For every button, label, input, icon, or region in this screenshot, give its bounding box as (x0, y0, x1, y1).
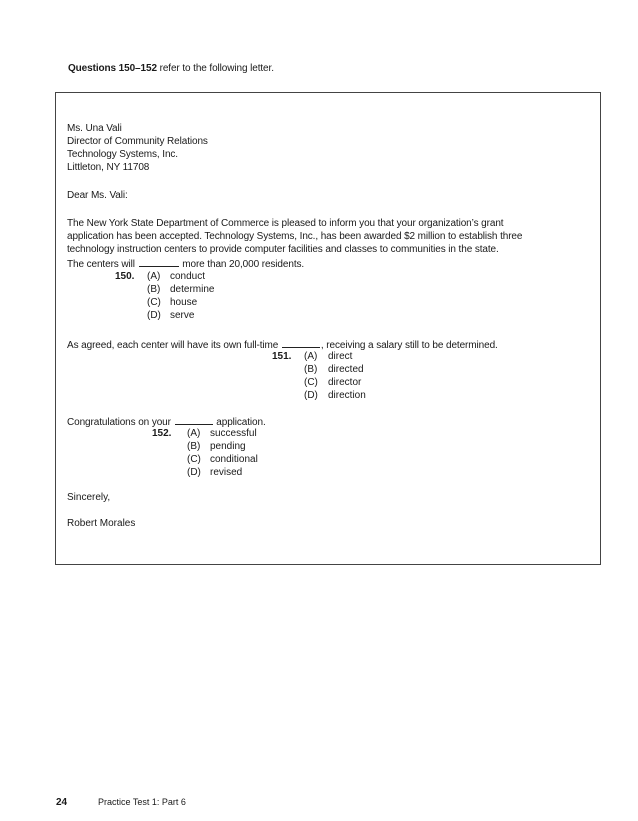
signature: Robert Morales (67, 518, 136, 529)
paragraph1-line-2: application has been accepted. Technology Systems, Inc., has been awarded $2 million to establish three (67, 231, 523, 242)
q152-option-a-letter: (A) (187, 428, 201, 439)
q150-option-c-text: house (170, 297, 198, 308)
instruction-line (68, 63, 274, 74)
address-line-4: Littleton, NY 11708 (67, 162, 150, 173)
p1-before-blank: The centers will (67, 259, 135, 270)
paragraph3-line (67, 415, 266, 428)
q150-option-b-text: determine (170, 284, 215, 295)
address-line-1: Ms. Una Vali (67, 123, 122, 134)
q151-option-b-text: directed (328, 364, 364, 375)
q150-option-d-text: serve (170, 310, 195, 321)
paragraph1-line-1: The New York State Department of Commerce is pleased to inform you that your organization’s grant (67, 218, 504, 229)
salutation: Dear Ms. Vali: (67, 190, 128, 201)
p2-after-blank: , receiving a salary still to be determined. (320, 340, 498, 351)
closing: Sincerely, (67, 492, 111, 503)
q151-option-a-text: direct (328, 351, 353, 362)
q150-option-a-text: conduct (170, 271, 206, 282)
q152-option-b-text: pending (210, 441, 246, 452)
q152-option-a-text: successful (210, 428, 257, 439)
q151-option-b-letter: (B) (304, 364, 318, 375)
q151-option-c-letter: (C) (304, 377, 318, 388)
p2-before-blank: As agreed, each center will have its own full-time (67, 340, 279, 351)
question-150-number: 150. (115, 271, 135, 282)
paragraph1-line-3: technology instruction centers to provide computer facilities and classes to communities in the state. (67, 244, 499, 255)
q150-option-b-letter: (B) (147, 284, 161, 295)
q150-option-d-letter: (D) (147, 310, 161, 321)
blank-150 (139, 257, 179, 267)
q151-option-d-text: direction (328, 390, 366, 401)
instruction-bold: Questions 150–152 (68, 63, 157, 74)
q152-option-d-text: revised (210, 467, 243, 478)
address-line-3: Technology Systems, Inc. (67, 149, 178, 160)
instruction-rest: refer to the following letter. (156, 63, 274, 74)
p3-before-blank: Congratulations on your (67, 417, 171, 428)
paragraph1-line-4 (67, 257, 304, 272)
q152-option-c-text: conditional (210, 454, 258, 465)
q152-option-c-letter: (C) (187, 454, 201, 465)
q152-option-b-letter: (B) (187, 441, 201, 452)
paragraph2-line (67, 338, 498, 351)
q151-option-c-text: director (328, 377, 362, 388)
p1-after-blank: more than 20,000 residents. (182, 259, 305, 270)
page-number: 24 (56, 797, 68, 808)
q152-option-d-letter: (D) (187, 467, 201, 478)
question-151-number: 151. (272, 351, 292, 362)
q151-option-d-letter: (D) (304, 390, 318, 401)
q150-option-a-letter: (A) (147, 271, 161, 282)
question-152-number: 152. (152, 428, 172, 439)
q151-option-a-letter: (A) (304, 351, 318, 362)
address-line-2: Director of Community Relations (67, 136, 208, 147)
blank-152 (175, 415, 213, 425)
blank-151 (282, 338, 320, 348)
footer-title: Practice Test 1: Part 6 (98, 797, 186, 807)
q150-option-c-letter: (C) (147, 297, 161, 308)
p3-after-blank: application. (216, 417, 266, 428)
